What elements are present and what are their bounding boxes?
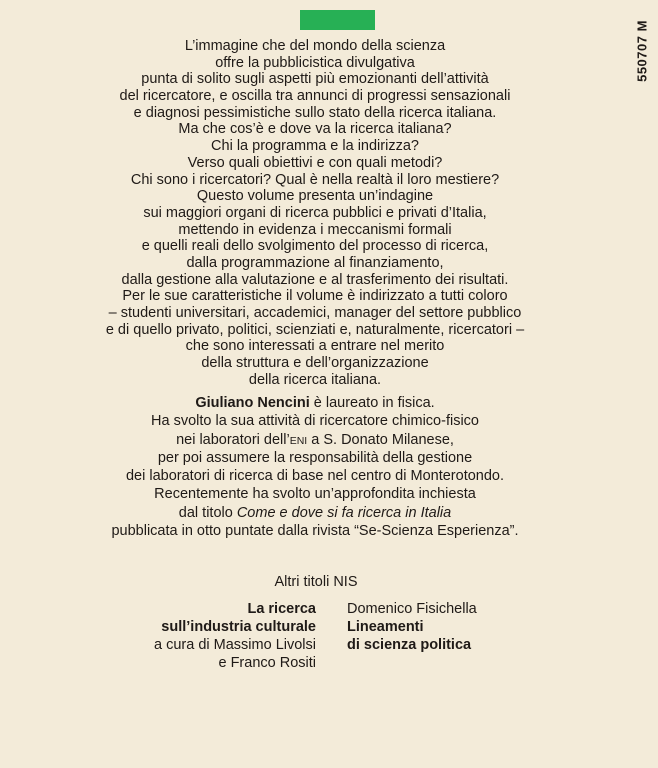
bio-text: dal titolo [178, 504, 237, 521]
bio-line [0, 504, 630, 522]
bio-text: è laureato in fisica. [309, 395, 435, 411]
other-title-1 [154, 600, 316, 672]
bio-line: pubblicata in otto puntate dalla rivista “Se-Scienza Esperienza”. [111, 523, 519, 540]
description-line: e di quello privato, politici, scienziati e, naturalmente, ricercatori – [105, 321, 525, 338]
bio-line: dei laboratori di ricerca di base nel centro di Monterotondo. [125, 468, 505, 485]
description-line: Ma che cos’è e dove va la ricerca italiana? [178, 121, 452, 138]
description-line: Per le sue caratteristiche il volume è indirizzato a tutti coloro [122, 288, 508, 305]
description-line: Verso quali obiettivi e con quali metodi? [187, 154, 443, 171]
bio-text: nei laboratori dell’ [176, 431, 290, 448]
bio-line [0, 394, 630, 412]
bio-line: Recentemente ha svolto un’approfondita inchiesta [154, 486, 476, 503]
book-title: sull’industria culturale [161, 619, 316, 635]
description-line: Questo volume presenta un’indagine [196, 188, 434, 205]
catalog-code-text: 550707 M [634, 20, 650, 82]
catalog-code [633, 8, 651, 94]
description-line: Chi la programma e la indirizza? [211, 138, 419, 155]
bio-line: per poi assumere la responsabilità della gestione [157, 449, 473, 466]
green-color-bar [300, 10, 375, 30]
description-line: della ricerca italiana. [248, 371, 382, 388]
description-line: dalla gestione alla valutazione e al trasferimento dei risultati. [121, 271, 509, 288]
bio-text: a S. Donato Milanese, [307, 431, 454, 448]
description-line: sui maggiori organi di ricerca pubblici e privati d’Italia, [143, 204, 487, 221]
description-line: dalla programmazione al finanziamento, [186, 254, 444, 271]
description-line: e diagnosi pessimistiche sullo stato della ricerca italiana. [133, 104, 497, 121]
bio-line: Ha svolto la sua attività di ricercatore chimico-fisico [151, 413, 479, 430]
book-editor: a cura di Massimo Livolsi [154, 637, 316, 653]
description-line: e quelli reali dello svolgimento del processo di ricerca, [141, 238, 489, 255]
description-line: offre la pubblicistica divulgativa [215, 54, 415, 71]
description-line: – studenti universitari, accademici, manager del settore pubblico [108, 305, 522, 321]
description-line: della struttura e dell’organizzazione [201, 355, 429, 372]
author-bio [0, 394, 630, 540]
author-name: Giuliano Nencini [195, 395, 310, 411]
book-title: di scienza politica [347, 637, 472, 653]
other-titles-heading: Altri titoli NIS [274, 574, 358, 590]
description-line: che sono interessati a entrare nel merito [185, 338, 445, 355]
description-paragraph [0, 38, 630, 388]
description-line: L’immagine che del mondo della scienza [184, 38, 446, 54]
description-line: Chi sono i ricercatori? Qual è nella realtà il loro mestiere? [130, 171, 500, 188]
description-line: punta di solito sugli aspetti più emozionanti dell’attività [141, 71, 489, 88]
description-line: mettendo in evidenza i meccanismi formali [178, 221, 452, 238]
other-title-2 [347, 600, 477, 654]
description-line: del ricercatore, e oscilla tra annunci di progressi sensazionali [119, 88, 511, 105]
bio-line [0, 431, 630, 449]
book-editor: e Franco Rositi [218, 655, 316, 671]
book-title: Lineamenti [347, 619, 424, 635]
eni-smallcaps: ENI [289, 434, 308, 447]
book-title: La ricerca [247, 601, 316, 617]
book-author: Domenico Fisichella [347, 601, 477, 617]
inquiry-title: Come e dove si fa ricerca in Italia [236, 504, 452, 521]
